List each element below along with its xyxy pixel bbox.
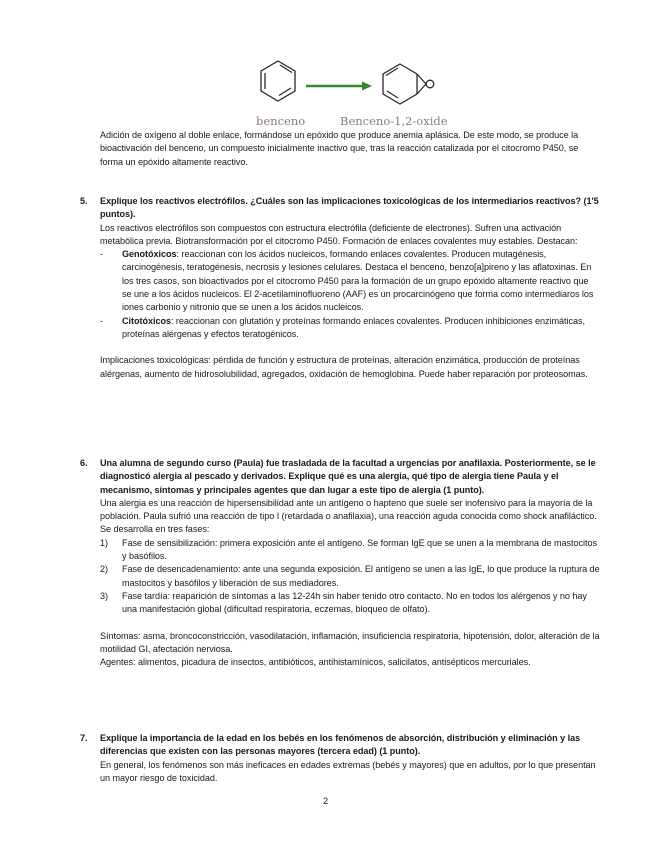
question-5-prompt: Explique los reactivos electrófilos. ¿Cuáles son las implicaciones toxicológicas de los intermediarios reactivos? (1'5 puntos). [100, 196, 599, 220]
term-genotoxicos: Genotóxicos [122, 249, 177, 260]
list-marker: - [100, 315, 103, 326]
question-6-number: 6. [80, 458, 88, 468]
term-citotoxicos: Citotóxicos [122, 315, 171, 326]
desc-genotoxicos: : reaccionan con los ácidos nucleicos, formando enlaces covalentes. Producen mutagénesis, carcinogénesis, teratogénesis, necrosis y lesiones celulares. Destaca el benceno, benzo[a]pireno y las aflatoxinas. En los tres casos, son bioactivados por el citocromo P450 para la formación de un grupo epóxido altamente reactivo que se une a los ácidos nucleicos. El 2-acetilaminofluoreno (AAF) es un procarcinógeno que forma como intermediaros los iones carbonio y nitronio que se unen a los ácidos nucleicos. [122, 249, 594, 313]
question-5 [80, 195, 600, 381]
question-6 [80, 457, 600, 669]
benzene-oxide-structure [383, 64, 434, 104]
list-marker: 2) [100, 564, 108, 575]
question-7 [80, 732, 600, 785]
benzene-to-epoxide-diagram [250, 52, 450, 118]
list-item-phase-3 [100, 590, 600, 617]
benzene-structure [261, 61, 295, 101]
phase-3-text: Fase tardía: reaparición de síntomas a las 12-24h sin haber tenido otro contacto. No en todos los alérgenos y no hay una manifestación global (dificultad respiratoria, eczemas, bloqueo de olfato). [122, 590, 587, 615]
benzene-label: benceno [256, 114, 306, 128]
question-7-number: 7. [80, 733, 88, 743]
list-item-phase-1 [100, 537, 600, 564]
list-item-citotoxicos [100, 315, 600, 342]
question-6-prompt: Una alumna de segundo curso (Paula) fue trasladada de la facultad a urgencias por anafilaxia. Posteriormente, se le diagnosticó alergia al pescado y derivados. Explique qué es una alergia, qué tipo de alergia tiene Paula y el mecanismo, síntomas y principales agentes que dan lugar a este tipo de alergia (1 punto). [100, 458, 596, 495]
phase-2-text: Fase de desencadenamiento: ante una segunda exposición. El antígeno se unen a las IgE, lo que produce la ruptura de mastocitos y basófilos y liberación de sus mediadores. [122, 564, 600, 588]
agents-paragraph: Agentes: alimentos, picadura de insectos, antibióticos, antihistamínicos, salicilatos, antisépticos mercuriales. [100, 657, 531, 668]
page-number: 2 [323, 796, 329, 806]
list-marker: - [100, 249, 103, 260]
question-7-prompt: Explique la importancia de la edad en los bebés en los fenómenos de absorción, distribución y eliminación y las diferencias que existen con las personas mayores (tercera edad) (1 punto). [100, 733, 581, 757]
list-marker: 1) [100, 537, 108, 548]
list-marker: 3) [100, 590, 108, 601]
intro-paragraph: Adición de oxígeno al doble enlace, formándose un epóxido que produce anemia aplásica. De este modo, se produce la bioactivación del benceno, un compuesto inicialmente inactivo que, tras la reacción catalizada por el citocromo P450, se forma un epóxido altamente reactivo. [100, 130, 579, 167]
benzene-oxide-label: Benceno-1,2-oxide [340, 114, 448, 128]
list-item-phase-2 [100, 563, 600, 590]
question-5-answer-intro: Los reactivos electrófilos son compuestos con estructura electrófila (deficiente de electrones). Sufren una activación metabólica previa. Biotransformación por el citocromo P450. Formación de enlaces covalentes muy estables. Destacan: [100, 222, 578, 246]
phase-1-text: Fase de sensibilización: primera exposición ante el antígeno. Se forman IgE que se unen a la membrana de mastocitos y basófilos. [122, 537, 597, 562]
reaction-arrow [306, 82, 372, 91]
list-item-genotoxicos [100, 248, 600, 314]
toxicological-implications: Implicaciones toxicológicas: pérdida de función y estructura de proteínas, alteración enzimática, producción de proteínas alérgenas, aumento de hidrosolubilidad, agregados, oxidación de hemoglobina. Puede haber reparación por proteosomas. [100, 355, 588, 379]
desc-citotoxicos: : reaccionan con glutatión y proteínas formando enlaces covalentes. Producen inhibiciones enzimáticas, proteínas alérgenas y efectos teratogénicos. [122, 315, 585, 339]
symptoms-paragraph: Síntomas: asma, broncoconstricción, vasodilatación, inflamación, insuficiencia respiratoria, hipotensión, dolor, alteración de la motilidad GI, afectación nerviosa. [100, 630, 600, 654]
reaction-figure [250, 52, 450, 130]
question-6-answer-intro: Una alergia es una reacción de hipersensibilidad ante un antígeno o hapteno que suele ser inofensivo para la mayoría de la población. Paula sufrió una reacción de tipo I (retardada o anafilaxia), una reacción aguda conocida como shock anafiláctico. Se desarrolla en tres fases: [100, 497, 597, 535]
question-7-answer: En general, los fenómenos son más ineficaces en edades extremas (bebés y mayores) que en adultos, por lo que presentan un mayor riesgo de toxicidad. [100, 759, 596, 783]
question-5-number: 5. [80, 196, 88, 206]
